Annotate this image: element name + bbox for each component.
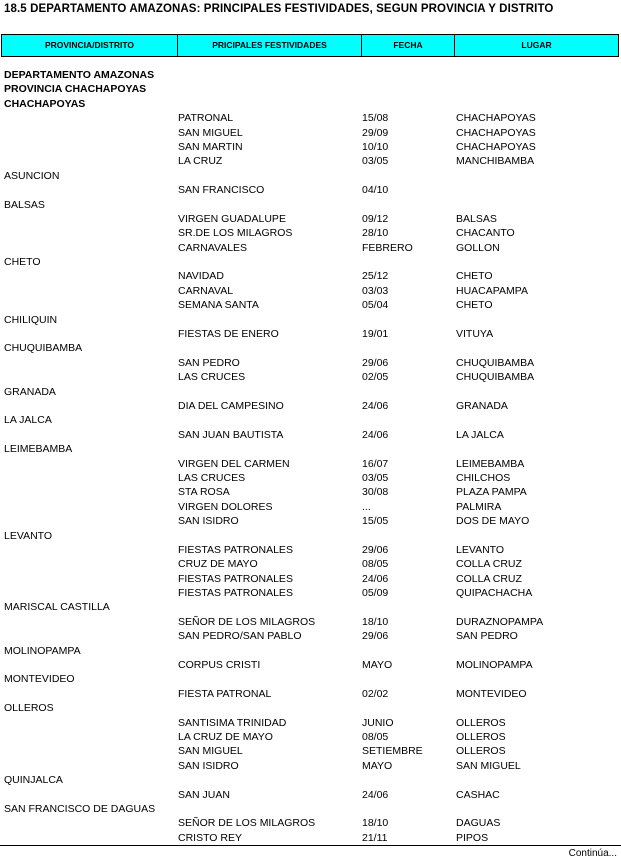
table-row [0, 241, 621, 255]
footer-divider [0, 845, 621, 846]
date-cell: 21/11 [362, 831, 388, 844]
festivity-cell: DIA DEL CAMPESINO [178, 399, 284, 412]
district-cell: QUINJALCA [4, 774, 63, 787]
festivity-cell: SAN MARTIN [178, 140, 243, 153]
table-row [0, 212, 621, 226]
place-cell: DAGUAS [456, 817, 501, 830]
date-cell: 24/06 [362, 572, 389, 585]
festivity-cell: SANTISIMA TRINIDAD [178, 716, 287, 729]
table-row [0, 543, 621, 557]
table-row [0, 788, 621, 802]
district-cell: LA JALCA [4, 414, 52, 427]
table-row [0, 500, 621, 514]
festivity-cell: SAN JUAN [178, 788, 230, 801]
table-row [0, 730, 621, 744]
district-cell: BALSAS [4, 198, 45, 211]
district-cell: LEVANTO [4, 529, 53, 542]
date-cell: 08/05 [362, 730, 389, 743]
continuation-note: Continúa... [568, 848, 617, 859]
table-row [0, 385, 621, 399]
table-row [0, 687, 621, 701]
table-row [0, 514, 621, 528]
table-row [0, 759, 621, 773]
place-cell: SAN PEDRO [456, 630, 518, 643]
place-cell: VITUYA [456, 328, 494, 341]
date-cell: 30/08 [362, 486, 389, 499]
table-row [0, 557, 621, 571]
date-cell: 02/05 [362, 371, 389, 384]
table-row [0, 169, 621, 183]
place-cell: MOLINOPAMPA [456, 659, 533, 672]
table-row [0, 154, 621, 168]
place-cell: CHUQUIBAMBA [456, 356, 535, 369]
place-cell: LEVANTO [456, 543, 505, 556]
festivity-cell: SAN PEDRO/SAN PABLO [178, 630, 302, 643]
date-cell: 16/07 [362, 457, 389, 470]
table-row [0, 183, 621, 197]
header-festividades: PRICIPALES FESTIVIDADES [178, 35, 362, 56]
date-cell: JUNIO [362, 716, 394, 729]
table-row [0, 68, 621, 82]
date-cell: 29/06 [362, 630, 389, 643]
table-row [0, 572, 621, 586]
table-row [0, 399, 621, 413]
district-cell: ASUNCION [4, 169, 60, 182]
place-cell: CHETO [456, 299, 493, 312]
table-row [0, 111, 621, 125]
date-cell: 03/05 [362, 471, 389, 484]
festivity-cell: SEMANA SANTA [178, 299, 259, 312]
page-title: 18.5 DEPARTAMENTO AMAZONAS: PRINCIPALES FESTIVIDADES, SEGUN PROVINCIA Y DISTRITO [4, 3, 554, 15]
place-cell: OLLEROS [456, 745, 506, 758]
date-cell: 28/10 [362, 227, 389, 240]
district-cell: LEIMEBAMBA [4, 443, 73, 456]
date-cell: 15/05 [362, 515, 389, 528]
place-cell: QUIPACHACHA [456, 587, 533, 600]
district-cell: CHETO [4, 256, 41, 269]
date-cell: FEBRERO [362, 241, 413, 254]
table-row [0, 629, 621, 643]
table-header [1, 34, 619, 57]
place-cell: MONTEVIDEO [456, 687, 527, 700]
district-cell: MOLINOPAMPA [4, 644, 81, 657]
district-cell: OLLEROS [4, 702, 54, 715]
table-row [0, 716, 621, 730]
festivity-cell: STA ROSA [178, 486, 230, 499]
festivity-cell: FIESTAS PATRONALES [178, 587, 293, 600]
place-cell: CHUQUIBAMBA [456, 371, 535, 384]
header-fecha: FECHA [362, 35, 455, 56]
festivity-cell: CORPUS CRISTI [178, 659, 261, 672]
table-row [0, 802, 621, 816]
festivity-cell: SAN FRANCISCO [178, 184, 265, 197]
date-cell: MAYO [362, 759, 393, 772]
table-row [0, 97, 621, 111]
place-cell: GRANADA [456, 399, 508, 412]
festivity-cell: SAN MIGUEL [178, 126, 243, 139]
district-cell: MONTEVIDEO [4, 673, 75, 686]
district-cell: GRANADA [4, 385, 56, 398]
date-cell: 24/06 [362, 788, 389, 801]
district-cell: CHILIQUIN [4, 313, 58, 326]
festivity-cell: CARNAVALES [178, 241, 248, 254]
festivity-cell: LAS CRUCES [178, 371, 246, 384]
district-cell: PROVINCIA CHACHAPOYAS [4, 83, 147, 96]
table-row [0, 773, 621, 787]
table-row [0, 701, 621, 715]
date-cell: 09/12 [362, 212, 389, 225]
place-cell: CHETO [456, 270, 493, 283]
district-cell: CHACHAPOYAS [4, 97, 86, 110]
table-row [0, 485, 621, 499]
festivity-cell: FIESTAS DE ENERO [178, 328, 279, 341]
table-row [0, 658, 621, 672]
table-row [0, 341, 621, 355]
date-cell: 19/01 [362, 328, 389, 341]
festivity-cell: VIRGEN DOLORES [178, 500, 273, 513]
place-cell: COLLA CRUZ [456, 558, 522, 571]
date-cell: 15/08 [362, 112, 389, 125]
table-row [0, 672, 621, 686]
festivity-cell: CARNAVAL [178, 284, 234, 297]
district-cell: SAN FRANCISCO DE DAGUAS [4, 802, 156, 815]
festivity-cell: LA CRUZ DE MAYO [178, 730, 273, 743]
table-row [0, 644, 621, 658]
table-row [0, 816, 621, 830]
table-row [0, 370, 621, 384]
place-cell: LEIMEBAMBA [456, 457, 525, 470]
festivity-cell: PATRONAL [178, 112, 234, 125]
table-row [0, 442, 621, 456]
date-cell: 18/10 [362, 817, 389, 830]
table-row [0, 327, 621, 341]
date-cell: 03/03 [362, 284, 389, 297]
date-cell: 10/10 [362, 140, 389, 153]
festivity-cell: LA CRUZ [178, 155, 223, 168]
place-cell: CHILCHOS [456, 471, 511, 484]
date-cell: 18/10 [362, 615, 389, 628]
festivity-cell: NAVIDAD [178, 270, 224, 283]
festivity-cell: SEÑOR DE LOS MILAGROS [178, 817, 316, 830]
place-cell: OLLEROS [456, 730, 506, 743]
table-row [0, 471, 621, 485]
table-row [0, 428, 621, 442]
table-row [0, 615, 621, 629]
place-cell: CHACANTO [456, 227, 515, 240]
table-row [0, 413, 621, 427]
place-cell: CHACHAPOYAS [456, 140, 536, 153]
place-cell: HUACAPAMPA [456, 284, 528, 297]
festivity-cell: SAN PEDRO [178, 356, 240, 369]
date-cell: 04/10 [362, 184, 389, 197]
festivity-cell: FIESTAS PATRONALES [178, 543, 293, 556]
date-cell: 05/09 [362, 587, 389, 600]
header-lugar: LUGAR [521, 40, 552, 50]
date-cell: 24/06 [362, 428, 389, 441]
table-row [0, 600, 621, 614]
table-row [0, 82, 621, 96]
date-cell: 29/06 [362, 356, 389, 369]
table-row [0, 284, 621, 298]
place-cell: LA JALCA [456, 428, 504, 441]
district-cell: CHUQUIBAMBA [4, 342, 83, 355]
festivity-cell: LAS CRUCES [178, 471, 246, 484]
date-cell: 05/04 [362, 299, 389, 312]
date-cell: 03/05 [362, 155, 389, 168]
table-row [0, 831, 621, 845]
festivity-cell: FIESTAS PATRONALES [178, 572, 293, 585]
date-cell: 29/06 [362, 543, 389, 556]
table-row [0, 269, 621, 283]
date-cell: 25/12 [362, 270, 389, 283]
date-cell: SETIEMBRE [362, 745, 423, 758]
festivity-cell: CRUZ DE MAYO [178, 558, 258, 571]
festivity-cell: FIESTA PATRONAL [178, 687, 272, 700]
table-row [0, 356, 621, 370]
district-cell: DEPARTAMENTO AMAZONAS [4, 69, 155, 81]
table-row [0, 744, 621, 758]
place-cell: CHACHAPOYAS [456, 126, 536, 139]
festivity-cell: VIRGEN GUADALUPE [178, 212, 286, 225]
festivity-cell: CRISTO REY [178, 831, 242, 844]
table-row [0, 255, 621, 269]
place-cell: COLLA CRUZ [456, 572, 522, 585]
date-cell: ... [362, 500, 371, 513]
festivity-cell: SAN ISIDRO [178, 759, 239, 772]
district-cell: MARISCAL CASTILLA [4, 601, 110, 614]
table-row [0, 529, 621, 543]
date-cell: 02/02 [362, 687, 389, 700]
header-provincia-distrito: PROVINCIA/DISTRITO [2, 35, 178, 56]
place-cell: OLLEROS [456, 716, 506, 729]
table-body [0, 68, 621, 845]
date-cell: MAYO [362, 659, 393, 672]
festivity-cell: SAN ISIDRO [178, 515, 239, 528]
table-row [0, 226, 621, 240]
place-cell: DOS DE MAYO [456, 515, 530, 528]
table-row [0, 313, 621, 327]
table-row [0, 126, 621, 140]
place-cell: CASHAC [456, 788, 500, 801]
place-cell: MANCHIBAMBA [456, 155, 535, 168]
place-cell: BALSAS [456, 212, 497, 225]
place-cell: DURAZNOPAMPA [456, 615, 544, 628]
place-cell: PALMIRA [456, 500, 502, 513]
table-row [0, 298, 621, 312]
place-cell: CHACHAPOYAS [456, 112, 536, 125]
date-cell: 24/06 [362, 399, 389, 412]
festivity-cell: SAN JUAN BAUTISTA [178, 428, 284, 441]
festivity-cell: SAN MIGUEL [178, 745, 243, 758]
place-cell: PIPOS [456, 831, 489, 844]
table-row [0, 140, 621, 154]
date-cell: 29/09 [362, 126, 389, 139]
festivity-cell: SR.DE LOS MILAGROS [178, 227, 293, 240]
table-row [0, 586, 621, 600]
festivity-cell: VIRGEN DEL CARMEN [178, 457, 290, 470]
festivity-cell: SEÑOR DE LOS MILAGROS [178, 615, 316, 628]
date-cell: 08/05 [362, 558, 389, 571]
table-row [0, 198, 621, 212]
place-cell: GOLLON [456, 241, 500, 254]
place-cell: SAN MIGUEL [456, 759, 521, 772]
table-row [0, 457, 621, 471]
place-cell: PLAZA PAMPA [456, 486, 527, 499]
